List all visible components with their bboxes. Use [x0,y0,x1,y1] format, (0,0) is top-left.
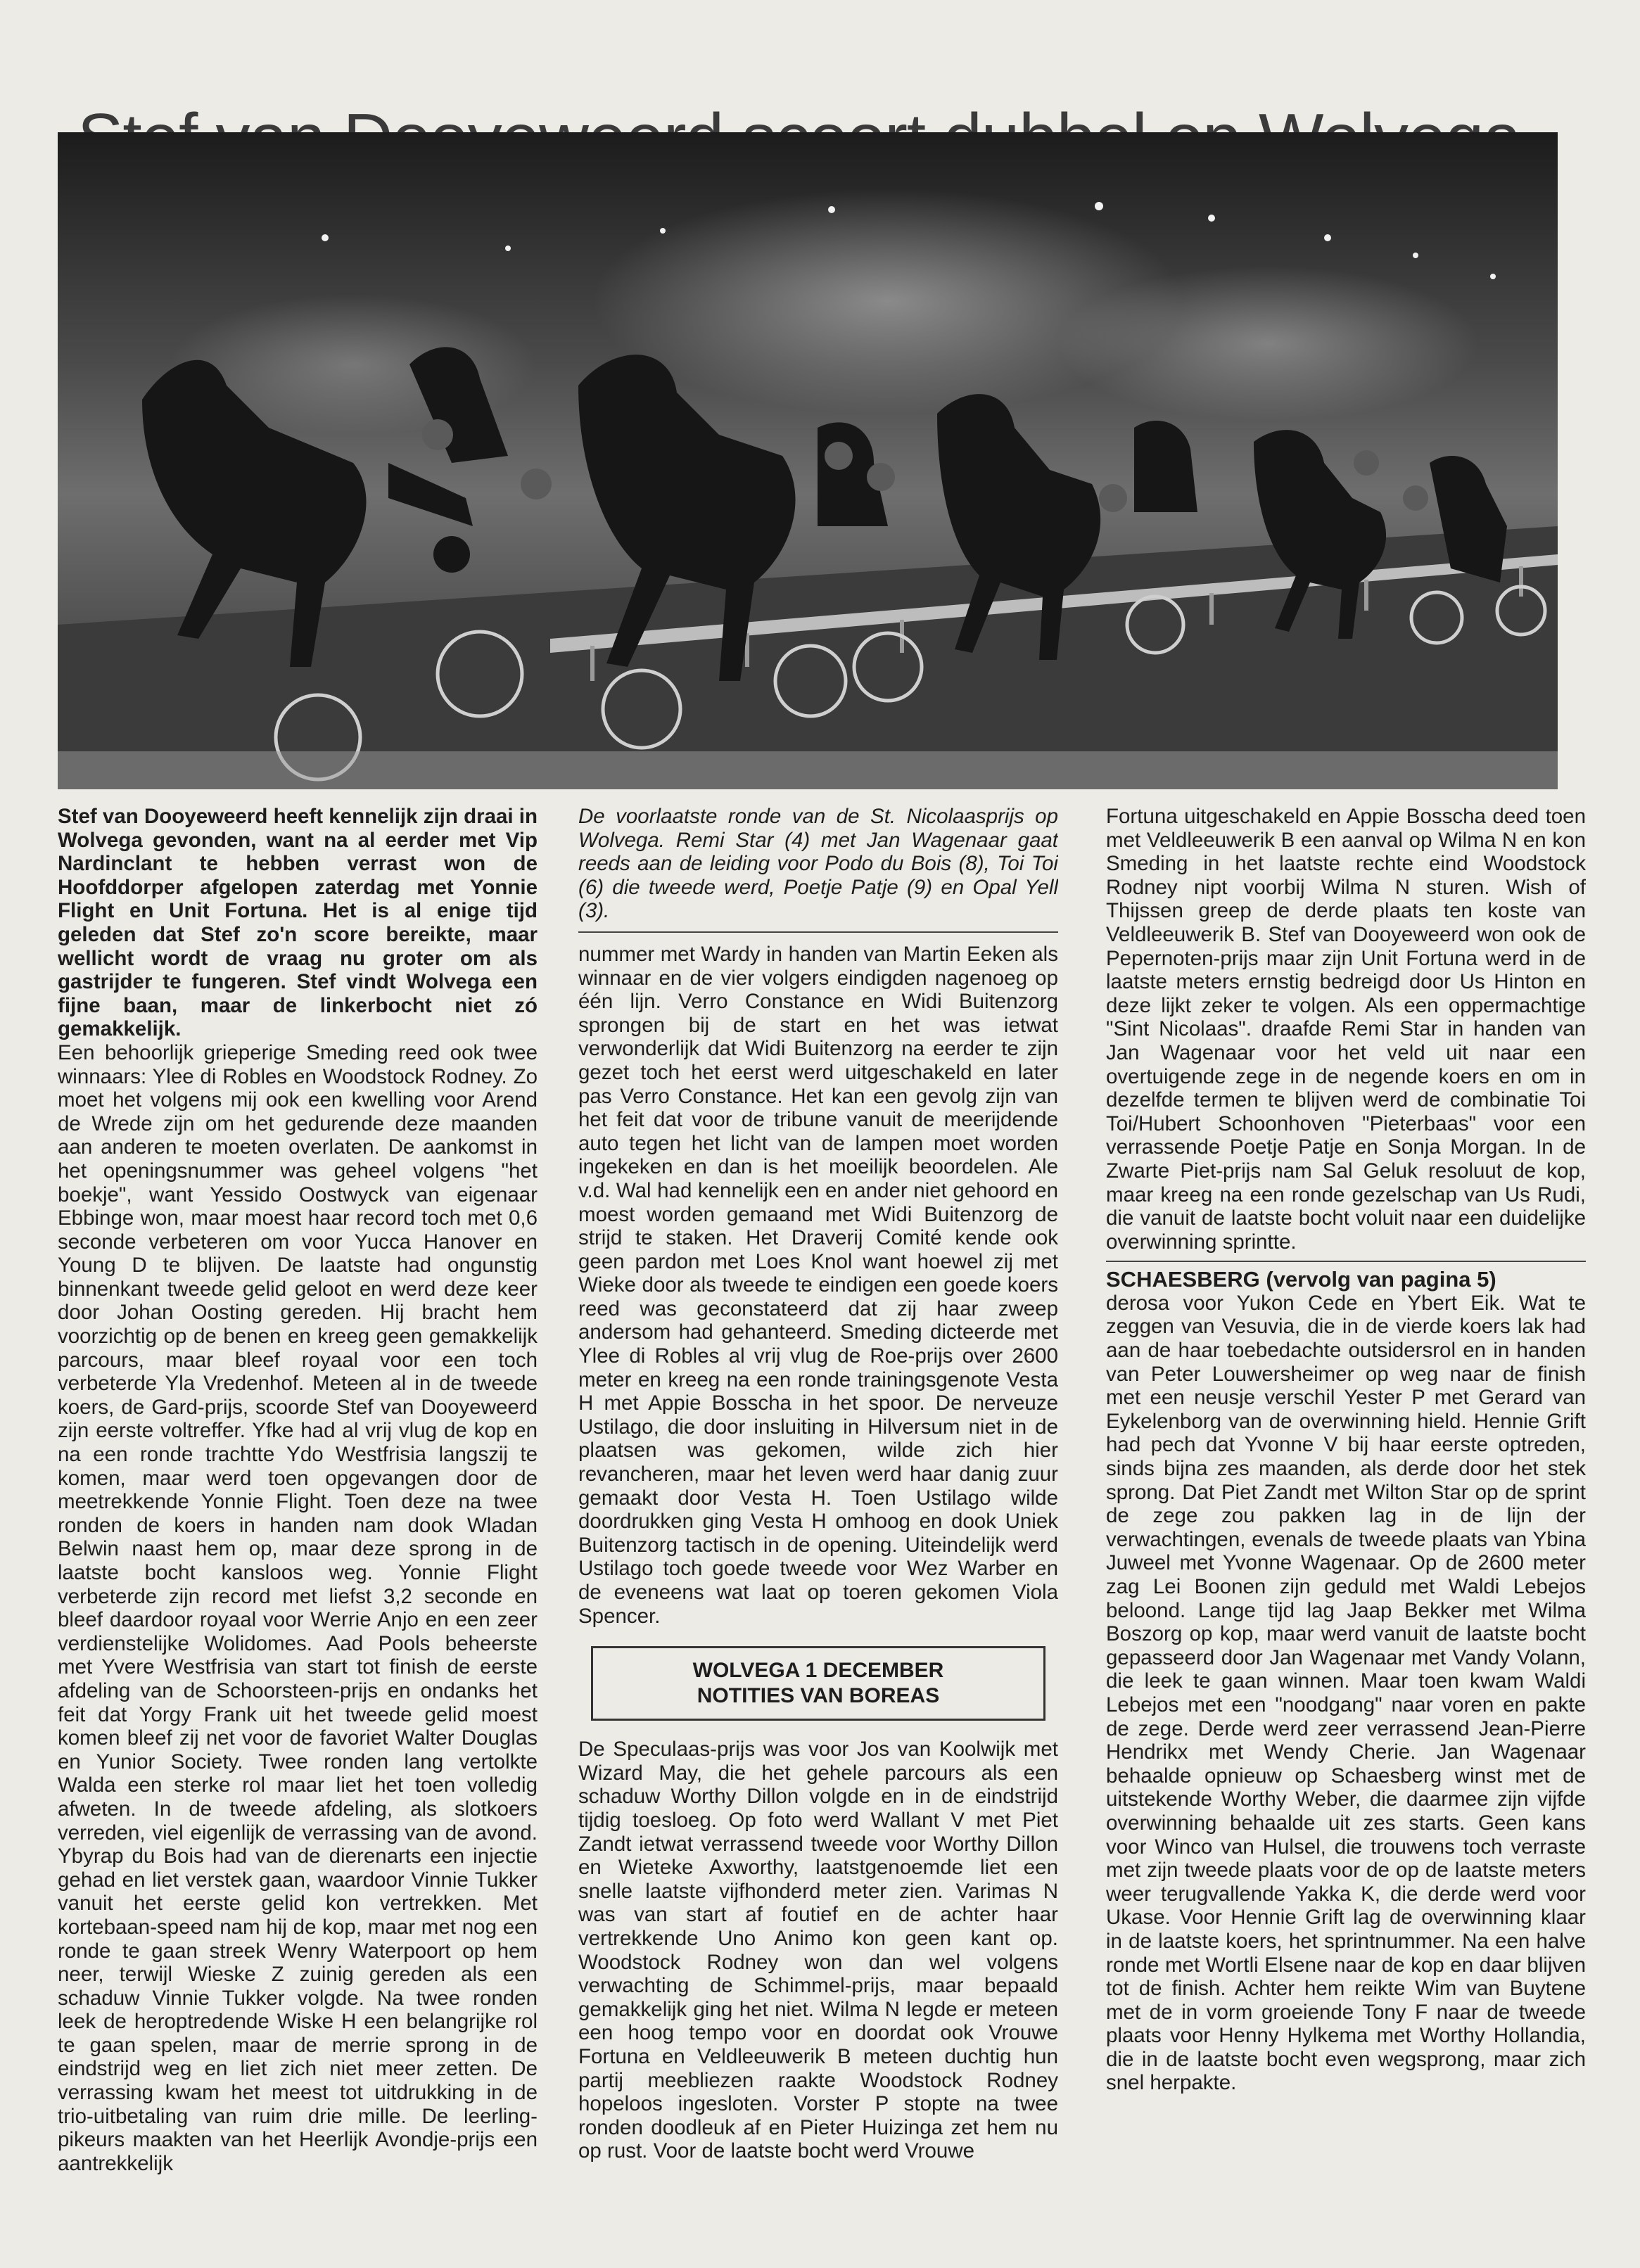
subhead-schaesberg: SCHAESBERG (vervolg van pagina 5) [1106,1267,1496,1292]
article-body-5: derosa voor Yukon Cede en Ybert Eik. Wat te zeggen van Vesuvia, die in de vierde koers lak had aan de haar toebedachte outsidersrol en in handen van Peter Louwersheimer op weg naar de finish met een neusje verschil Yester P met Gerard van Eykelenborg van de overwinning hield. Hennie Grift had pech dat Yvonne V bij haar eerste optreden, sinds bijna zes maanden, als derde door het stek sprong. Dat Piet Zandt met Wilton Star op de sprint de zege zou pakken lag in de lijn der verwachtingen, evenals de tweede plaats van Ybina Juweel met Yvonne Wagenaar. Op de 2600 meter zag Lei Boonen zijn geduld met Waldi Lebejos beloond. Lange tijd lag Jaap Bekker met Wilma Boszorg op kop, maar werd vanuit de laatste bocht gepasseerd door Jan Wagenaar met Vandy Volann, die leek te gaan winnen. Maar toen kwam Waldi Lebejos met een "noodgang" naar voren en pakte de zege. Derde werd zeer verrassend Jean-Pierre Hendrikx met Wendy Cherie. Jan Wagenaar behaalde opnieuw op Schaesberg winst met de uitstekende Worthy Weber, die daarmee zijn vijfde overwinning behaalde uit zes starts. Geen kans voor Winco van Hulsel, die trouwens toch verraste met zijn tweede plaats voor de op de laatste meters weer terugvallende Yakka K, die derde werd voor Ukase. Voor Hennie Grift lag de overwinning klaar in de laatste koers, het sprintnummer. Na een halve ronde met Wortli Elsene naar de kop en daar blijven tot de finish. Achter hem reikte Wim van Buytene met de in vorm groeiende Tony F naar de tweede plaats voor Henny Hylkema met Worthy Hollandia, die in de laatste bocht even wegsprong, maar zich snel herpakte. [1106,1291,1586,2095]
caption-divider [578,931,1058,933]
box-line-2: NOTITIES VAN BOREAS [697,1684,940,1708]
column-1 [58,805,538,2247]
harness-racing-photo [58,132,1558,789]
article-body-4: Fortuna uitgeschakeld en Appie Bosscha deed toen met Veldleeuwerik B een aanval op Wilma N en kon Smeding in het laatste rechte eind Woodstock Rodney nipt voorbij Wilma N sturen. Wish of Thijssen greep de derde plaats ten koste van Veldleeuwerik B. Stef van Dooyeweerd won ook de Pepernoten-prijs maar zijn Unit Fortuna werd in de laatste meters ernstig bedreigd door Us Hinton en deze lijkt zeker te volgen. Als een oppermachtige "Sint Nicolaas". draafde Remi Star in handen van Jan Wagenaar voor het veld uit naar een overtuigende zege in de negende koers en om in dezelfde termen te blijven werd de combinatie Toi Toi/Hubert Schoonhoven "Pieterbaas" voor een verrassende Poetje Patje en Sonja Morgan. In de Zwarte Piet-prijs nam Sal Geluk resoluut de kop, maar kreeg na een ronde gezelschap van Us Rudi, die vanuit de laatste bocht voluit naar een duidelijke overwinning sprintte. [1106,805,1586,1254]
article-body-3: De Speculaas-prijs was voor Jos van Koolwijk met Wizard May, die het gehele parcours als een schaduw Worthy Dillon volgde en in de eindstrijd tijdig toesloeg. Op foto werd Wallant V met Piet Zandt ietwat verrassend tweede voor Worthy Dillon en Wieteke Axworthy, laatstgenoemde liet een snelle laatste vijfhonderd meter zien. Varimas N was van start af foutief en de achter haar vertrekkende Uno Animo kon geen kant op. Woodstock Rodney won dan wel volgens verwachting de Schimmel-prijs, maar bepaald gemakkelijk ging het niet. Wilma N legde er meteen een hoog tempo voor en doordat ook Vrouwe Fortuna en Veldleeuwerik B meteen duchtig hun partij meebliezen raakte Woodstock Rodney hopeloos ingesloten. Vorster P stopte na twee ronden doodleuk af en Pieter Huizinga zet hem nu op rust. Voor de laatste bocht werd Vrouwe [578,1738,1058,2163]
lead-paragraph: Stef van Dooyeweerd heeft kennelijk zijn draai in Wolvega gevonden, want na al eerder met Vip Nardinclant te hebben verrast won de Hoofddorper afgelopen zaterdag met Yonnie Flight en Unit Fortuna. Het is al enige tijd geleden dat Stef zo'n score bereikte, maar wellicht wordt de vraag nu groter om als gastrijder te fungeren. Stef vindt Wolvega een fijne baan, maar de linkerbocht niet zó gemakkelijk. [58,805,538,1041]
column-3 [1106,805,1586,2247]
column-2 [578,805,1058,2247]
section-divider [1106,1261,1586,1262]
box-line-1: WOLVEGA 1 DECEMBER [692,1659,944,1683]
section-box-wolvega [591,1646,1045,1721]
photo-caption: De voorlaatste ronde van de St. Nicolaasprijs op Wolvega. Remi Star (4) met Jan Wagenaar gaat reeds aan de leiding voor Podo du Bois (8), Toi Toi (6) die tweede werd, Poetje Patje (9) en Opal Yell (3). [578,805,1058,923]
article-body-2: nummer met Wardy in handen van Martin Eeken als winnaar en de vier volgers eindigden nagenoeg op één lijn. Verro Constance en Widi Buitenzorg sprongen bij de start en het was ietwat verwonderlijk dat Widi Buitenzorg na eerder te zijn gezet toch het eerst werd uitgeschakeld en later pas Verro Constance. Het kan een gevolg zijn van het feit dat voor de tribune vanuit de meerijdende auto tegen het licht van de lampen moet worden ingekeken en dan is het moeilijk beoordelen. Ale v.d. Wal had kennelijk een en ander niet gehoord en moest worden gemaand met Widi Buitenzorg de strijd te staken. Het Draverij Comité kende ook geen pardon met Loes Knol want hoewel zij met Wieke door als tweede te eindigen een goede koers reed was geconstateerd dat zij haar zweep andersom had gehanteerd. Smeding dicteerde met Ylee di Robles al vrij vlug de Roe-prijs over 2600 meter en kreeg na een ronde trainingsgenote Vesta H met Appie Bosscha in het spoor. De nerveuze Ustilago, die door insluiting in Hilversum niet in de plaatsen was gekomen, wilde zich hier revancheren, maar het leven werd haar danig zuur gemaakt door Vesta H. Toen Ustilago wilde doordrukken ging Vesta H omhoog en dook Uniek Buitenzorg tactisch in de opening. Uiteindelijk werd Ustilago toch goede tweede voor Wez Warber en de eveneens wat laat op toeren gekomen Viola Spencer. [578,942,1058,1628]
photo-illustration [58,132,1558,789]
article-body-1: Een behoorlijk grieperige Smeding reed ook twee winnaars: Ylee di Robles en Woodstock Rodney. Zo moet het volgens mij ook een kwelling voor Arend de Wrede zijn om het gedurende deze maanden aan anderen te moeten overlaten. De aankomst in het openingsnummer was geheel volgens "het boekje", want Yessido Oostwyck van eigenaar Ebbinge won, maar moest haar record toch met 0,6 seconde verbeteren om voor Yucca Hanover en Young D te blijven. De laatste had ongunstig binnenkant tweede gelid geloot en werd deze keer door Johan Oosting gereden. Hij bracht hem voorzichtig op de benen en kreeg geen gemakkelijk parcours, maar bleef royaal voor een toch verbeterde Yla Vredenhof. Meteen al in de tweede koers, de Gard-prijs, scoorde Stef van Dooyeweerd zijn eerste voltreffer. Yfke had al vrij vlug de kop en na een ronde trachtte Ydo Westfrisia langszij te komen, maar werd toen opgevangen door de meetrekkende Yonnie Flight. Toen deze na twee ronden de koers in handen nam dook Wladan Belwin naast hem op, maar deze sprong in de laatste bocht kansloos weg. Yonnie Flight verbeterde zijn record met liefst 3,2 seconde en bleef daardoor royaal voor Werrie Anjo en een zeer verdienstelijke Wolidomes. Aad Pools beheerste met Yvere Westfrisia van start tot finish de eerste afdeling van de Schoorsteen-prijs en ondanks het feit dat Yorgy Frank uit het tweede gelid moest komen bleef zij net voor de favoriet Walter Douglas en Yunior Society. Twee ronden lang vertolkte Walda een sterke rol maar liet het toen volledig afweten. In de tweede afdeling, als slotkoers verreden, viel eigenlijk de verrassing van de avond. Ybyrap du Bois had van de dierenarts een injectie gehad en liet verstek gaan, waardoor Vinnie Tukker vanuit het eerste gelid kon vertrekken. Met kortebaan-speed nam hij de kop, maar met nog een ronde te gaan streek Wenry Waterpoort op hem neer, terwijl Wieske Z zuinig gereden als een schaduw Vinnie Tukker volgde. Na twee ronden leek de heroptredende Wiske H een belangrijke rol te gaan spelen, maar de merrie sprong in de eindstrijd weg en liet zich niet meer zetten. De verrassing kwam het meest tot uitdrukking in de trio-uitbetaling van ruim drie mille. De leerling-pikeurs maakten van het Heerlijk Avondje-prijs een aantrekkelijk [58,1040,538,2175]
